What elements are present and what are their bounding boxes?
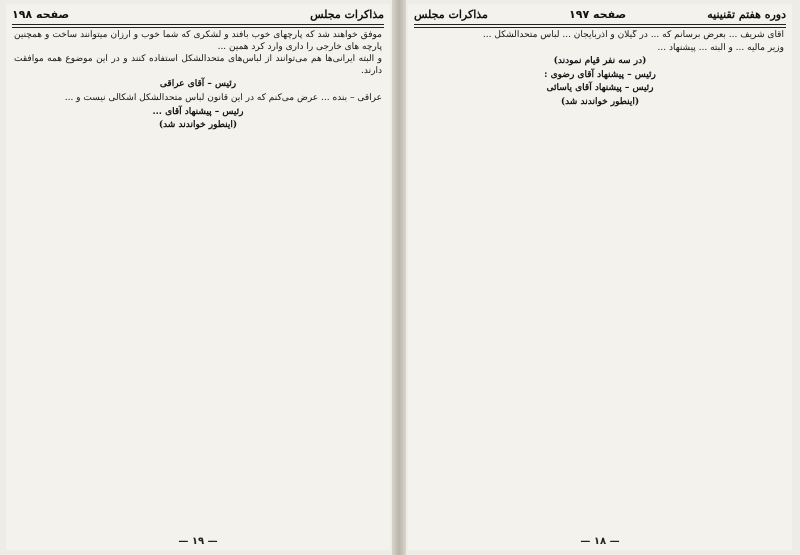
left-header-title: مذاکرات مجلس xyxy=(310,7,384,21)
right-header-right: مذاکرات مجلس xyxy=(414,7,488,21)
speaker-line: رئیس – پیشنهاد آقای ... xyxy=(152,106,244,117)
paragraph: و البته ایرانی‌ها هم می‌توانند از لباس‌های متحدالشکل استفاده کنند و در این موضوع همه موافقت دارند. xyxy=(14,54,382,76)
speaker-line: رئیس – پیشنهاد آقای یاسائی xyxy=(546,83,654,94)
left-header-page-number: صفحه ۱۹۸ xyxy=(12,7,70,21)
right-page-header xyxy=(414,6,786,22)
left-page-footer: — ۱۹ — xyxy=(178,536,218,547)
left-header-rule xyxy=(12,24,384,28)
left-page-body xyxy=(14,30,382,532)
right-header-title: دوره هفتم تقنینیه xyxy=(707,7,786,21)
right-header-rule xyxy=(414,24,786,28)
note-line: (در سه نفر قیام نمودند) xyxy=(553,56,647,67)
paragraph: آقای شریف ... بعرض برسانم که ... در گیلان و آذربایجان ... لباس متحدالشکل ... xyxy=(482,30,784,40)
paragraph: عراقی – بنده ... عرض می‌کنم که در این قانون لباس متحدالشکل اشکالی نیست و ... xyxy=(64,92,382,103)
right-page-body xyxy=(416,30,784,532)
paragraph: موفق خواهند شد که پارچهای خوب بافند و لشکری که شما خوب و ارزان میتوانند ساخت و همچنین پارچه های خارجی را داری وارد کرد همین ... xyxy=(14,30,382,52)
note-line: (اینطور خواندند شد) xyxy=(560,96,640,107)
right-page-footer: — ۱۸ — xyxy=(580,536,620,547)
paragraph: وزیر مالیه ... و البته ... پیشنهاد ... xyxy=(657,42,784,53)
left-page-header xyxy=(12,6,384,22)
speaker-line: رئیس – آقای عراقی xyxy=(159,79,237,90)
speaker-line: رئیس – پیشنهاد آقای رضوی : xyxy=(544,69,656,80)
book-gutter xyxy=(392,0,406,555)
note-line: (اینطور خواندند شد) xyxy=(158,120,238,131)
right-header-page-number: صفحه ۱۹۷ xyxy=(569,7,627,21)
left-page xyxy=(6,4,390,550)
right-page xyxy=(408,4,792,550)
